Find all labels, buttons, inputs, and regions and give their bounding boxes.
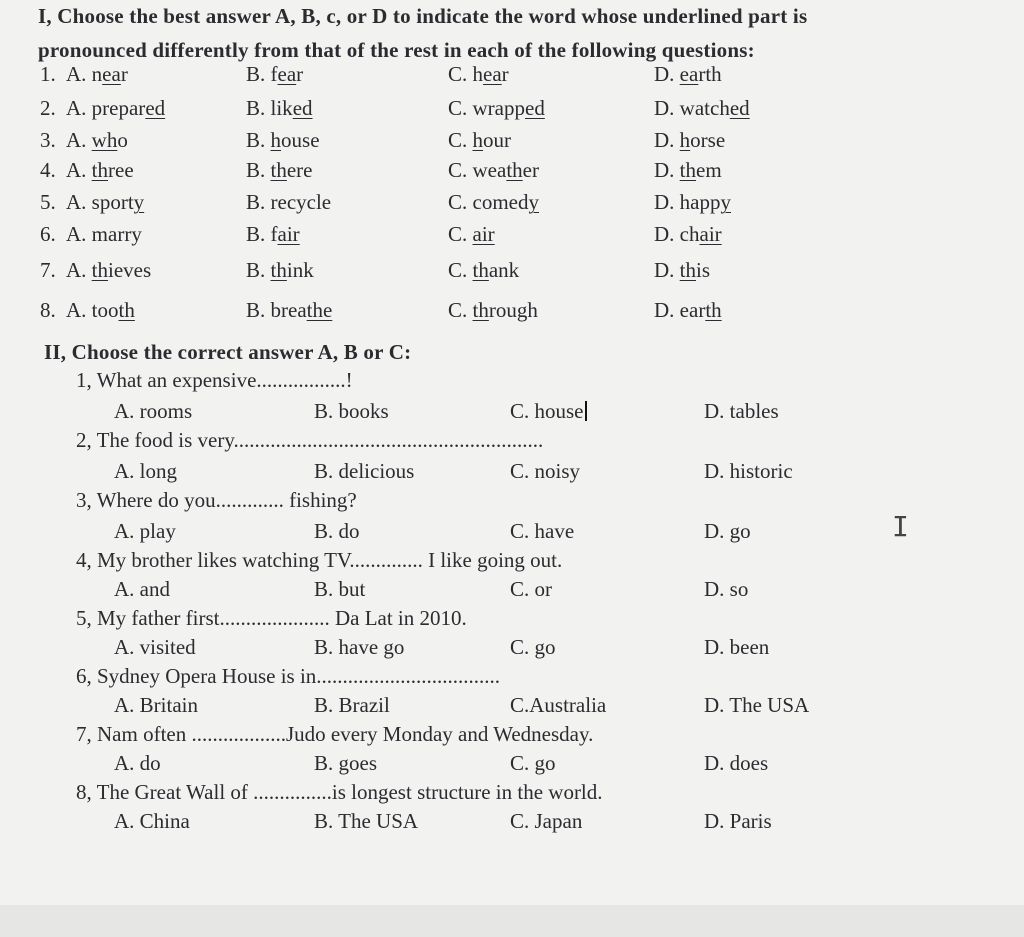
- choice-text: A. and: [114, 577, 170, 601]
- underlined-sound: y: [528, 190, 539, 214]
- word-part: ere: [286, 158, 313, 182]
- question-number: 3.: [40, 128, 56, 152]
- choice-option-c: [510, 751, 556, 776]
- word-part: ank: [488, 258, 520, 282]
- word-part: em: [696, 158, 722, 182]
- choice-option-a: [114, 519, 176, 544]
- choice-option-a: [114, 459, 177, 484]
- underlined-sound: th: [270, 158, 287, 182]
- option-letter: C.: [448, 158, 473, 182]
- answer-option-a: [66, 96, 165, 121]
- choice-option-b: [314, 399, 389, 424]
- question-stem: 6, Sydney Opera House is in...................................: [76, 664, 501, 688]
- option-letter: A.: [66, 298, 92, 322]
- section2-heading: II, Choose the correct answer A, B or C:: [44, 340, 412, 364]
- option-letter: D.: [654, 298, 680, 322]
- option-letter: C.: [448, 222, 473, 246]
- text-caret: [585, 401, 587, 421]
- answer-option-c: [448, 298, 538, 323]
- underlined-sound: ed: [525, 96, 545, 120]
- choice-option-b: [314, 459, 414, 484]
- option-letter: D.: [654, 96, 680, 120]
- choice-option-c: [510, 399, 587, 424]
- word-part: ear: [679, 298, 706, 322]
- phonetics-question-row: [0, 298, 1024, 328]
- word-part: r: [501, 62, 509, 86]
- choice-text: D. so: [704, 577, 749, 601]
- question-number: 4.: [40, 158, 56, 182]
- underlined-sound: th: [506, 158, 523, 182]
- word-part: h: [472, 62, 484, 86]
- choice-text: A. long: [114, 459, 177, 483]
- word-part: wrapp: [472, 96, 525, 120]
- choice-text: D. does: [704, 751, 769, 775]
- answer-option-b: [246, 62, 303, 87]
- choice-text: C. or: [510, 577, 552, 601]
- question-stem: 7, Nam often ..................Judo every Monday and Wednesday.: [76, 722, 594, 746]
- underlined-sound: y: [133, 190, 145, 214]
- choice-text: C. house: [510, 399, 584, 423]
- word-part: rth: [698, 62, 722, 86]
- choice-text: D. go: [704, 519, 751, 543]
- choice-option-b: [314, 693, 390, 718]
- phonetics-question-row: [0, 96, 1024, 126]
- underlined-sound: air: [277, 222, 300, 246]
- underlined-sound: th: [679, 258, 697, 282]
- choice-option-c: [510, 635, 556, 660]
- option-letter: B.: [246, 96, 271, 120]
- choice-option-c: [510, 459, 580, 484]
- underlined-sound: ed: [292, 96, 313, 120]
- phonetics-question-row: [0, 222, 1024, 252]
- choice-option-d: [704, 693, 809, 718]
- option-letter: A.: [66, 96, 92, 120]
- answer-option-a: [66, 222, 142, 247]
- word-part: rough: [488, 298, 538, 322]
- choice-text: B. but: [314, 577, 366, 601]
- answer-option-b: [246, 158, 313, 183]
- choice-option-d: [704, 399, 779, 424]
- choice-text: C. Japan: [510, 809, 583, 833]
- answer-option-d: [654, 222, 722, 247]
- underlined-sound: the: [306, 298, 333, 322]
- phonetics-question-row: [0, 128, 1024, 158]
- word-part: lik: [270, 96, 293, 120]
- word-part: recycle: [270, 190, 332, 214]
- question-number: 2.: [40, 96, 56, 120]
- word-part: ch: [679, 222, 700, 246]
- answer-option-d: [654, 258, 710, 283]
- section1-heading-line2: pronounced differently from that of the rest in each of the following questions:: [38, 38, 755, 62]
- option-letter: B.: [246, 62, 271, 86]
- option-letter: A.: [66, 62, 92, 86]
- underlined-sound: air: [472, 222, 495, 246]
- underlined-sound: h: [472, 128, 484, 152]
- option-letter: D.: [654, 128, 680, 152]
- question-stem: 5, My father first..................... Da Lat in 2010.: [76, 606, 467, 630]
- question-number: 1.: [40, 62, 56, 86]
- question-stem: 1, What an expensive.................!: [76, 368, 353, 392]
- answer-option-d: [654, 158, 722, 183]
- choice-text: B. have go: [314, 635, 405, 659]
- choice-option-d: [704, 459, 793, 484]
- answer-option-d: [654, 96, 750, 121]
- answer-option-c: [448, 158, 539, 183]
- option-letter: B.: [246, 128, 271, 152]
- choice-option-a: [114, 809, 190, 834]
- choice-option-a: [114, 577, 170, 602]
- choice-text: A. do: [114, 751, 161, 775]
- option-letter: B.: [246, 258, 271, 282]
- option-letter: C.: [448, 62, 473, 86]
- choice-option-d: [704, 577, 748, 602]
- answer-option-a: [66, 298, 135, 323]
- underlined-sound: th: [472, 258, 489, 282]
- choice-option-c: [510, 809, 582, 834]
- choice-text: C. noisy: [510, 459, 581, 483]
- choice-option-c: [510, 693, 606, 718]
- answer-option-c: [448, 128, 511, 153]
- answer-option-b: [246, 96, 313, 121]
- word-part: f: [270, 62, 278, 86]
- word-part: sport: [91, 190, 134, 214]
- word-part: prepar: [91, 96, 146, 120]
- choice-option-d: [704, 519, 751, 544]
- answer-option-d: [654, 62, 722, 87]
- question-number: 8.: [40, 298, 56, 322]
- choice-option-a: [114, 693, 198, 718]
- choice-text: B. goes: [314, 751, 377, 775]
- choice-text: B. Brazil: [314, 693, 390, 717]
- option-letter: D.: [654, 158, 680, 182]
- option-letter: D.: [654, 62, 680, 86]
- word-part: r: [296, 62, 304, 86]
- word-part: f: [270, 222, 278, 246]
- word-part: too: [91, 298, 119, 322]
- answer-option-d: [654, 298, 722, 323]
- choice-text: C. go: [510, 751, 556, 775]
- word-part: ink: [286, 258, 314, 282]
- underlined-sound: ed: [729, 96, 750, 120]
- option-letter: C.: [448, 96, 473, 120]
- word-part: er: [522, 158, 539, 182]
- choice-text: A. China: [114, 809, 190, 833]
- choice-option-b: [314, 751, 377, 776]
- choice-option-a: [114, 635, 196, 660]
- option-letter: D.: [654, 190, 680, 214]
- question-number: 7.: [40, 258, 56, 282]
- option-letter: D.: [654, 258, 680, 282]
- phonetics-question-row: [0, 158, 1024, 188]
- answer-option-c: [448, 190, 539, 215]
- answer-option-c: [448, 222, 495, 247]
- page-bottom-edge: [0, 905, 1024, 937]
- answer-option-c: [448, 258, 519, 283]
- word-part: brea: [270, 298, 307, 322]
- phonetics-question-row: [0, 258, 1024, 288]
- underlined-sound: h: [679, 128, 691, 152]
- choice-option-b: [314, 809, 418, 834]
- answer-option-a: [66, 62, 128, 87]
- choice-option-c: [510, 519, 574, 544]
- word-part: happ: [679, 190, 721, 214]
- option-letter: A.: [66, 258, 92, 282]
- word-part: wea: [472, 158, 507, 182]
- phonetics-question-row: [0, 190, 1024, 220]
- word-part: our: [483, 128, 512, 152]
- word-part: ouse: [281, 128, 320, 152]
- answer-option-b: [246, 128, 320, 153]
- question-stem: 2, The food is very...........................................................: [76, 428, 544, 452]
- option-letter: C.: [448, 128, 473, 152]
- answer-option-a: [66, 258, 151, 283]
- answer-option-a: [66, 190, 144, 215]
- choice-text: C. go: [510, 635, 556, 659]
- choice-option-b: [314, 635, 404, 660]
- underlined-sound: ea: [483, 62, 502, 86]
- option-letter: C.: [448, 190, 473, 214]
- option-letter: B.: [246, 190, 271, 214]
- underlined-sound: wh: [91, 128, 118, 152]
- mouse-ibeam-cursor-icon: I: [892, 510, 909, 543]
- answer-option-c: [448, 96, 545, 121]
- choice-option-b: [314, 519, 360, 544]
- answer-option-b: [246, 298, 332, 323]
- underlined-sound: h: [270, 128, 282, 152]
- question-number: 5.: [40, 190, 56, 214]
- choice-option-a: [114, 751, 161, 776]
- option-letter: B.: [246, 222, 271, 246]
- choice-option-d: [704, 635, 769, 660]
- option-letter: A.: [66, 222, 92, 246]
- option-letter: B.: [246, 158, 271, 182]
- choice-text: A. visited: [114, 635, 196, 659]
- choice-text: A. Britain: [114, 693, 198, 717]
- option-letter: C.: [448, 298, 473, 322]
- answer-option-b: [246, 258, 314, 283]
- choice-text: B. books: [314, 399, 389, 423]
- question-stem: 3, Where do you............. fishing?: [76, 488, 357, 512]
- option-letter: B.: [246, 298, 271, 322]
- answer-option-b: [246, 190, 331, 215]
- word-part: r: [120, 62, 128, 86]
- word-part: comed: [472, 190, 529, 214]
- underlined-sound: th: [705, 298, 722, 322]
- choice-option-d: [704, 809, 772, 834]
- underlined-sound: th: [270, 258, 287, 282]
- answer-option-d: [654, 128, 725, 153]
- choice-text: D. tables: [704, 399, 779, 423]
- underlined-sound: ea: [102, 62, 121, 86]
- underlined-sound: ea: [679, 62, 699, 86]
- word-part: watch: [679, 96, 730, 120]
- underlined-sound: th: [91, 158, 109, 182]
- choice-option-b: [314, 577, 365, 602]
- word-part: is: [696, 258, 711, 282]
- question-stem: 4, My brother likes watching TV.............. I like going out.: [76, 548, 563, 572]
- word-part: n: [91, 62, 103, 86]
- underlined-sound: ea: [277, 62, 297, 86]
- answer-option-a: [66, 158, 134, 183]
- phonetics-question-row: [0, 62, 1024, 92]
- underlined-sound: y: [720, 190, 731, 214]
- answer-option-a: [66, 128, 128, 153]
- option-letter: A.: [66, 128, 92, 152]
- word-part: ieves: [108, 258, 152, 282]
- option-letter: A.: [66, 190, 92, 214]
- choice-text: C. have: [510, 519, 575, 543]
- choice-text: D. Paris: [704, 809, 772, 833]
- answer-option-d: [654, 190, 731, 215]
- answer-option-c: [448, 62, 509, 87]
- choice-text: B. The USA: [314, 809, 419, 833]
- section1-heading-line1: I, Choose the best answer A, B, c, or D to indicate the word whose underlined part is: [38, 4, 808, 28]
- choice-text: A. rooms: [114, 399, 193, 423]
- option-letter: D.: [654, 222, 680, 246]
- choice-text: D. historic: [704, 459, 793, 483]
- option-letter: A.: [66, 158, 92, 182]
- word-part: o: [117, 128, 128, 152]
- choice-text: D. been: [704, 635, 770, 659]
- underlined-sound: th: [91, 258, 109, 282]
- choice-text: B. do: [314, 519, 360, 543]
- choice-option-c: [510, 577, 552, 602]
- question-stem: 8, The Great Wall of ...............is longest structure in the world.: [76, 780, 603, 804]
- choice-option-a: [114, 399, 192, 424]
- choice-text: B. delicious: [314, 459, 415, 483]
- underlined-sound: air: [699, 222, 722, 246]
- choice-option-d: [704, 751, 768, 776]
- answer-option-b: [246, 222, 300, 247]
- option-letter: C.: [448, 258, 473, 282]
- word-part: marry: [91, 222, 142, 246]
- choice-text: A. play: [114, 519, 176, 543]
- underlined-sound: th: [472, 298, 489, 322]
- choice-text: C.Australia: [510, 693, 607, 717]
- word-part: orse: [690, 128, 726, 152]
- underlined-sound: th: [679, 158, 697, 182]
- underlined-sound: th: [118, 298, 135, 322]
- word-part: ree: [108, 158, 134, 182]
- underlined-sound: ed: [145, 96, 166, 120]
- question-number: 6.: [40, 222, 56, 246]
- choice-text: D. The USA: [704, 693, 810, 717]
